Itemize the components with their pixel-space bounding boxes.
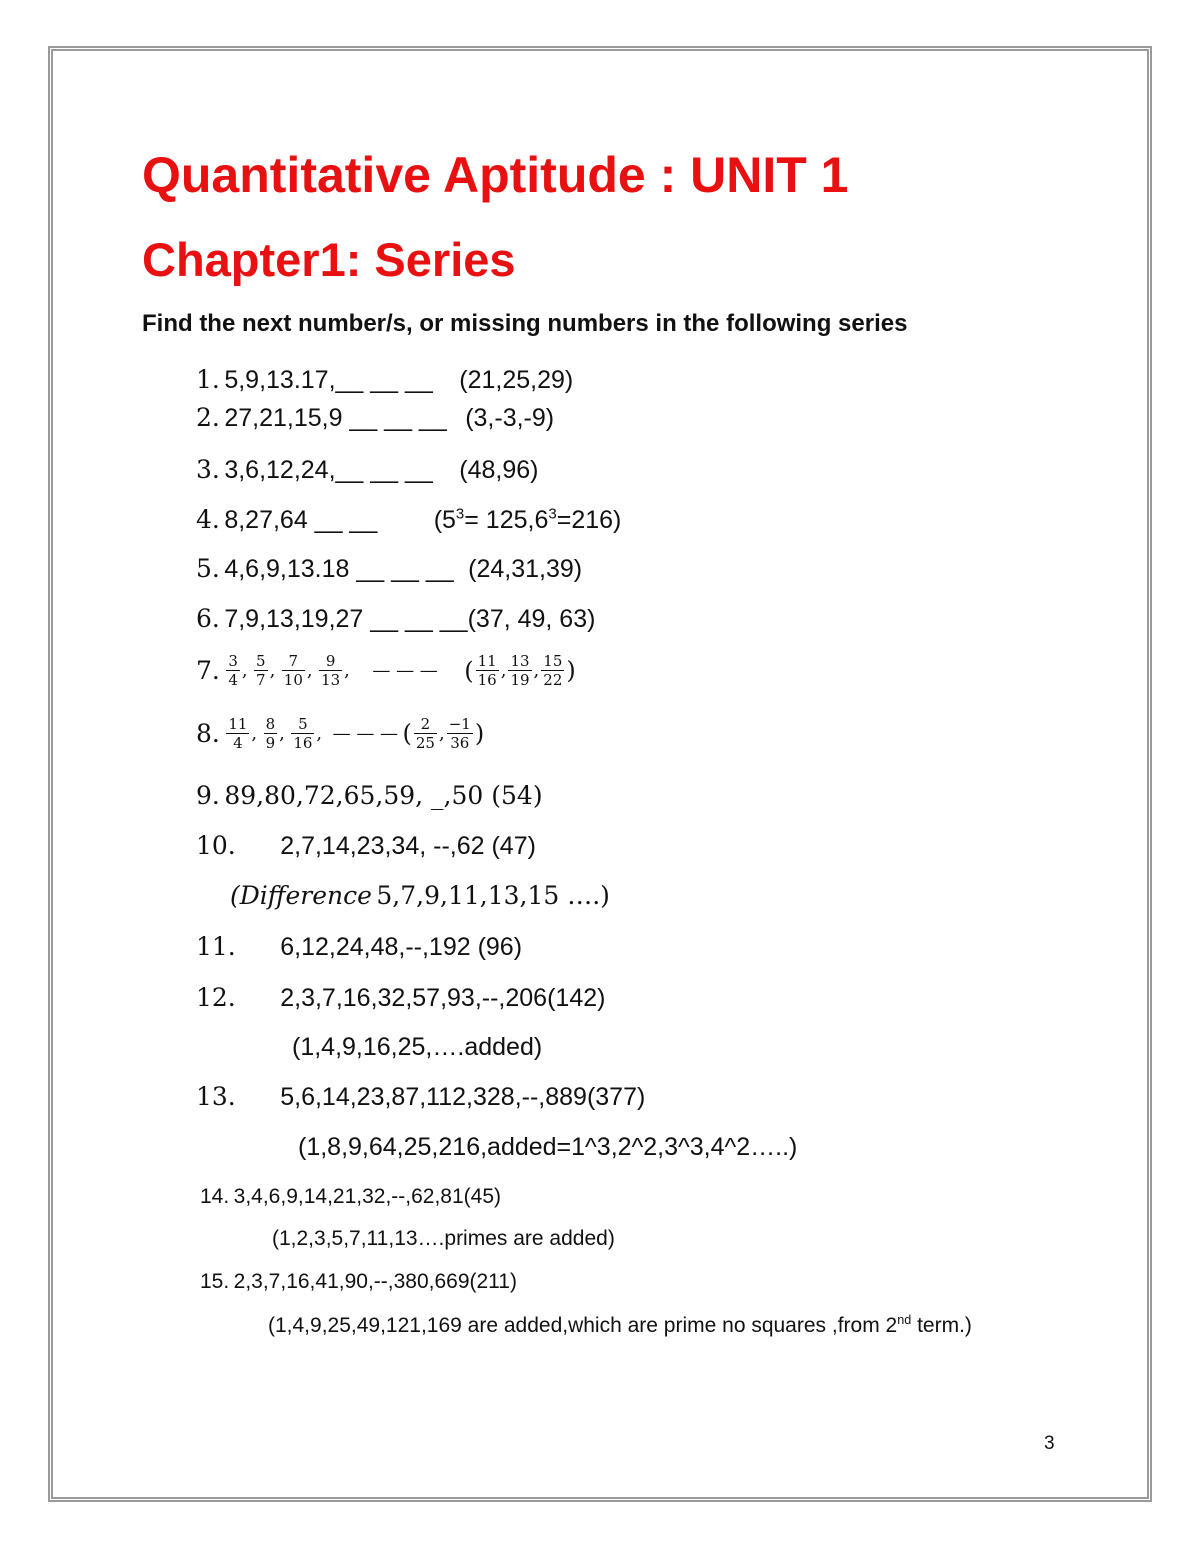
question-number: 2. <box>196 403 220 432</box>
question-text: 5,6,14,23,87,112,328,--,889(377) <box>280 1083 646 1111</box>
question-text: 6,12,24,48,--,192 (96) <box>280 933 523 961</box>
question-answer: $(5^3= 125,6^3=216)$ <box>433 505 622 534</box>
question-text: 89,80,72,65,59, _,50 (54) <box>224 781 543 810</box>
question-11 <box>196 932 522 962</box>
question-2 <box>196 403 554 433</box>
question-text: 8,27,64 __ __ <box>224 506 378 534</box>
question-8: 8. $\frac{11}{4}$ , $\frac{8}{9}$ , $\frac{5}{16}$ , — — — ( $\frac{2}{25}$ , $\frac{-1}{36}$ ) <box>196 715 485 752</box>
question-number: 1. <box>196 365 220 394</box>
answer-fraction: $\frac{-1}{36}$ <box>448 715 471 752</box>
question-7: 7. $\frac{3}{4}$ , $\frac{5}{7}$ , $\frac{7}{10}$ , $\frac{9}{13}$ , — — — ( $\frac{11}{16}$ , $\frac{13}{19}$ , $\frac{15}{22}$ ) <box>196 652 576 689</box>
chapter-title: Chapter1: Series <box>142 233 516 286</box>
question-text: 5,9,13.17,__ __ __ <box>224 366 433 394</box>
question-text: 4,6,9,13.18 __ __ __ <box>224 555 454 583</box>
question-number: 14. <box>200 1185 230 1208</box>
question-13 <box>196 1082 645 1112</box>
question-10 <box>196 831 536 861</box>
question-number: 12. <box>196 983 236 1012</box>
question-number: 15. <box>200 1270 230 1293</box>
question-number: 6. <box>196 604 220 633</box>
question-number: 13. <box>196 1082 236 1111</box>
question-number: 7. <box>196 656 220 685</box>
question-number: 5. <box>196 554 220 583</box>
question-answer: (24,31,39) <box>468 555 583 583</box>
unit-title: Quantitative Aptitude : UNIT 1 <box>142 147 849 203</box>
question-15 <box>200 1270 517 1294</box>
page-number: 3 <box>1044 1433 1055 1454</box>
question-3 <box>196 455 539 485</box>
question-number: 10. <box>196 831 236 860</box>
question-1 <box>196 365 573 395</box>
answer-fraction: $\frac{15}{22}$ <box>543 652 563 689</box>
instruction: Find the next number/s, or missing numbers in the following series <box>142 310 908 337</box>
fraction: $\frac{5}{16}$ <box>293 715 313 752</box>
answer-fraction: $\frac{2}{25}$ <box>415 715 435 752</box>
fraction: $\frac{3}{4}$ <box>228 652 238 689</box>
question-answer: (21,25,29) <box>459 366 574 394</box>
question-9 <box>196 781 543 810</box>
question-text: 3,4,6,9,14,21,32,--,62,81(45) <box>233 1185 502 1208</box>
note-italic: (Difference <box>230 881 372 910</box>
note-text: 5,7,9,11,13,15 ….) <box>376 881 610 910</box>
question-12-note: (1,4,9,16,25,….added) <box>292 1033 543 1061</box>
question-number: 4. <box>196 505 220 534</box>
question-14 <box>200 1185 501 1209</box>
question-blanks: — — — <box>332 723 399 744</box>
question-answer: (48,96) <box>459 456 539 484</box>
question-text: 7,9,13,19,27 __ __ __(37, 49, 63) <box>224 605 596 633</box>
fraction: $\frac{9}{13}$ <box>321 652 341 689</box>
question-6 <box>196 604 595 634</box>
question-text: 2,3,7,16,41,90,--,380,669(211) <box>233 1270 517 1293</box>
question-blanks: — — — <box>372 660 438 681</box>
question-number: 3. <box>196 455 220 484</box>
question-10-note <box>230 881 610 910</box>
question-answer: (3,-3,-9) <box>465 404 555 432</box>
question-text: 2,3,7,16,32,57,93,--,206(142) <box>280 984 606 1012</box>
question-number: 9. <box>196 781 220 810</box>
answer-fraction: $\frac{11}{16}$ <box>477 652 497 689</box>
question-number: 11. <box>196 932 236 961</box>
question-4 <box>196 505 621 535</box>
question-text: 3,6,12,24,__ __ __ <box>224 456 433 484</box>
question-text: 27,21,15,9 __ __ __ <box>224 404 447 432</box>
fraction: $\frac{5}{7}$ <box>256 652 266 689</box>
question-15-note: (1,4,9,25,49,121,169 are added,which are prime no squares ,from 2nd term.) <box>268 1313 972 1337</box>
fraction: $\frac{11}{4}$ <box>228 715 248 752</box>
fraction: $\frac{8}{9}$ <box>265 715 276 752</box>
question-13-note: (1,8,9,64,25,216,added=1^3,2^2,3^3,4^2…..) <box>298 1133 798 1161</box>
question-5 <box>196 554 582 584</box>
question-text: 2,7,14,23,34, --,62 (47) <box>280 832 536 860</box>
question-14-note: (1,2,3,5,7,11,13….primes are added) <box>272 1227 615 1250</box>
question-number: 8. <box>196 719 220 748</box>
fraction: $\frac{7}{10}$ <box>283 652 303 689</box>
answer-fraction: $\frac{13}{19}$ <box>510 652 530 689</box>
question-12 <box>196 983 605 1013</box>
